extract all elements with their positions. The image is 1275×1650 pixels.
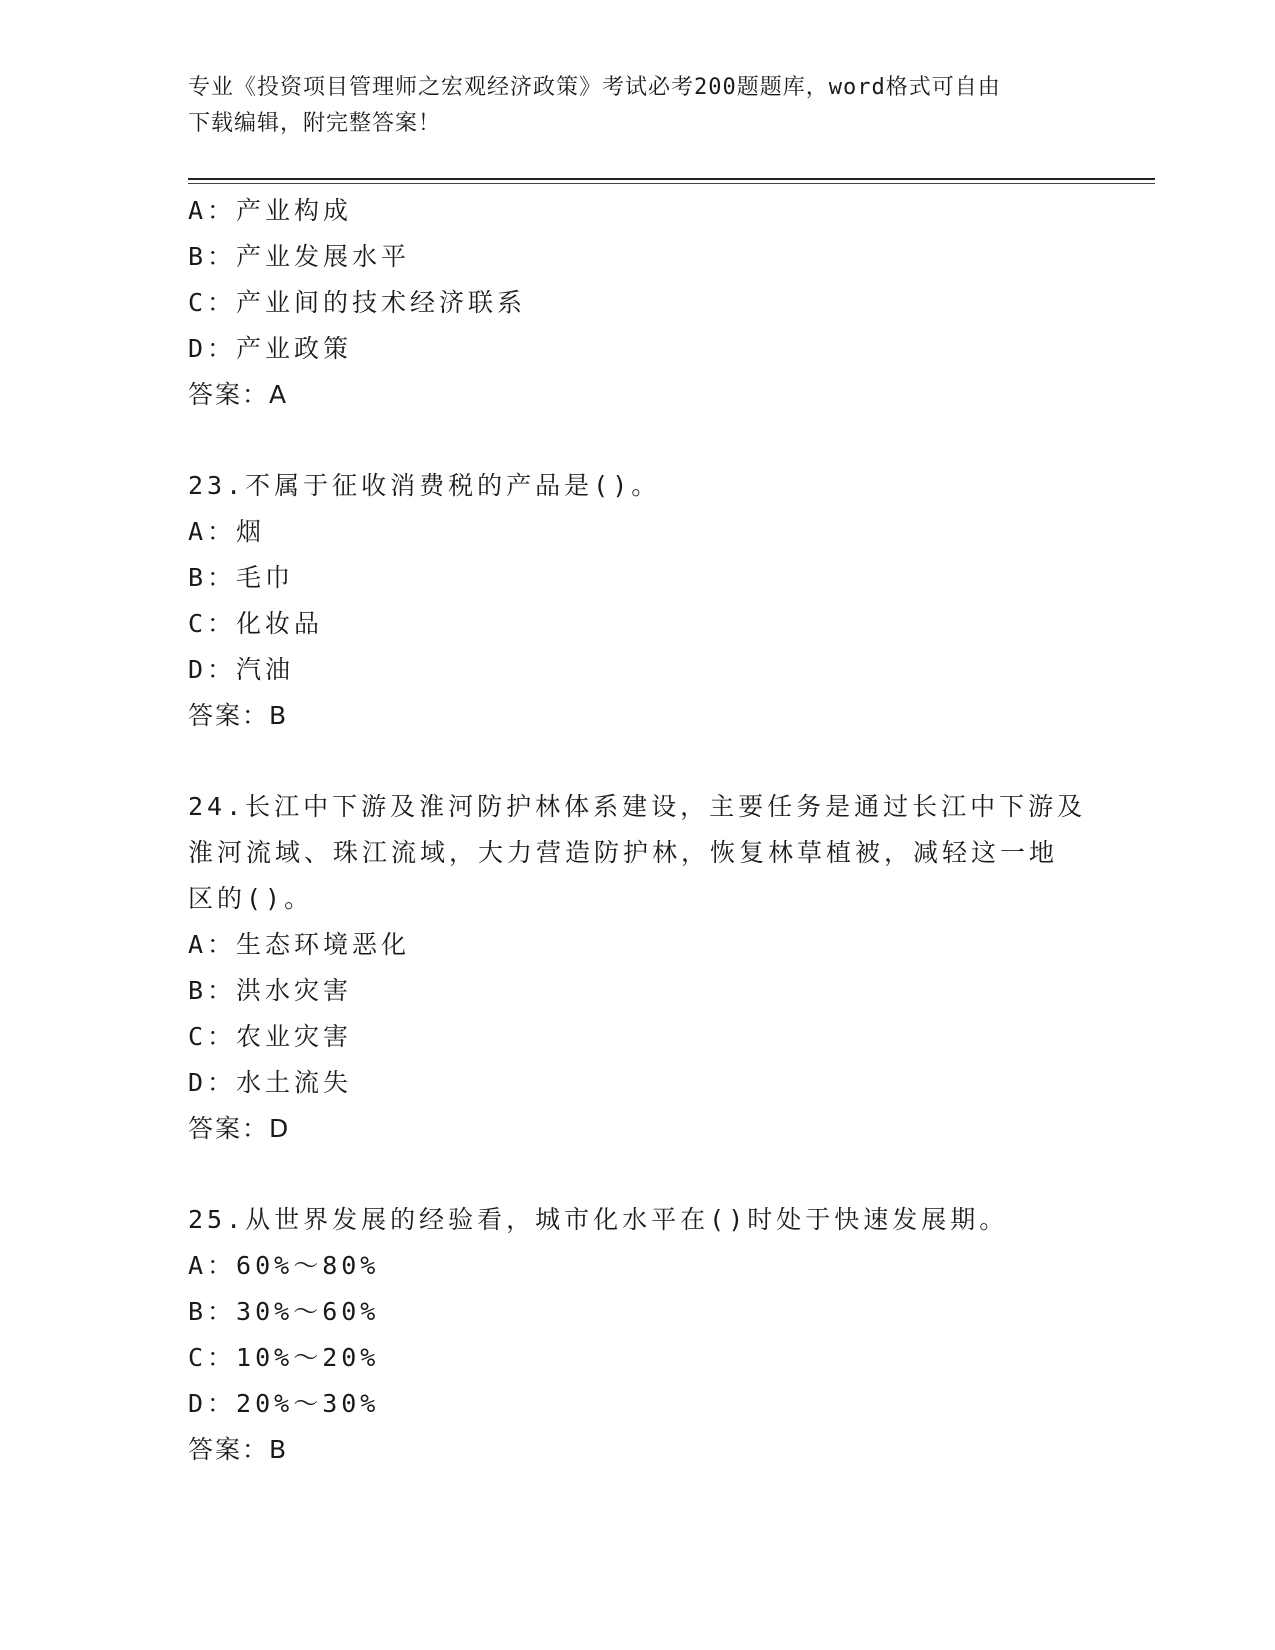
option-d: D：产业政策 [188,334,353,363]
question-22-continued [188,188,1088,418]
option-b: B：毛巾 [188,563,295,592]
option-b: B：30%～60% [188,1297,380,1326]
question-23 [188,463,1088,739]
header-line-1: 专业《投资项目管理师之宏观经济政策》考试必考200题题库，word格式可自由 [188,75,1001,100]
option-a: A：生态环境恶化 [188,930,411,959]
question-stem: 25.从世界发展的经验看，城市化水平在()时处于快速发展期。 [188,1205,1009,1234]
question-list [188,188,1088,1473]
option-a: A：60%～80% [188,1251,380,1280]
header-line-2: 下载编辑，附完整答案！ [188,111,442,136]
option-b: B：洪水灾害 [188,976,353,1005]
option-d: D：20%～30% [188,1389,380,1418]
answer: 答案：B [188,1435,289,1464]
question-stem-line-1: 24.长江中下游及淮河防护林体系建设，主要任务是通过长江中下游及 [188,792,1087,821]
option-d: D：水土流失 [188,1068,353,1097]
question-stem-line-3: 区的()。 [188,884,314,913]
header-divider-thick [188,178,1155,180]
answer: 答案：B [188,701,289,730]
answer: 答案：A [188,380,289,409]
question-25 [188,1197,1088,1473]
header-divider-thin [188,183,1155,184]
option-a: A：产业构成 [188,196,353,225]
option-c: C：产业间的技术经济联系 [188,288,527,317]
option-c: C：化妆品 [188,609,324,638]
option-b: B：产业发展水平 [188,242,411,271]
option-d: D：汽油 [188,655,295,684]
answer: 答案：D [188,1114,291,1143]
option-c: C：农业灾害 [188,1022,353,1051]
question-24 [188,784,1088,1152]
question-stem: 23.不属于征收消费税的产品是()。 [188,471,661,500]
option-c: C：10%～20% [188,1343,380,1372]
question-stem-line-2: 淮河流域、珠江流域，大力营造防护林，恢复林草植被，减轻这一地 [188,838,1059,867]
option-a: A：烟 [188,517,266,546]
document-header [188,70,1088,142]
